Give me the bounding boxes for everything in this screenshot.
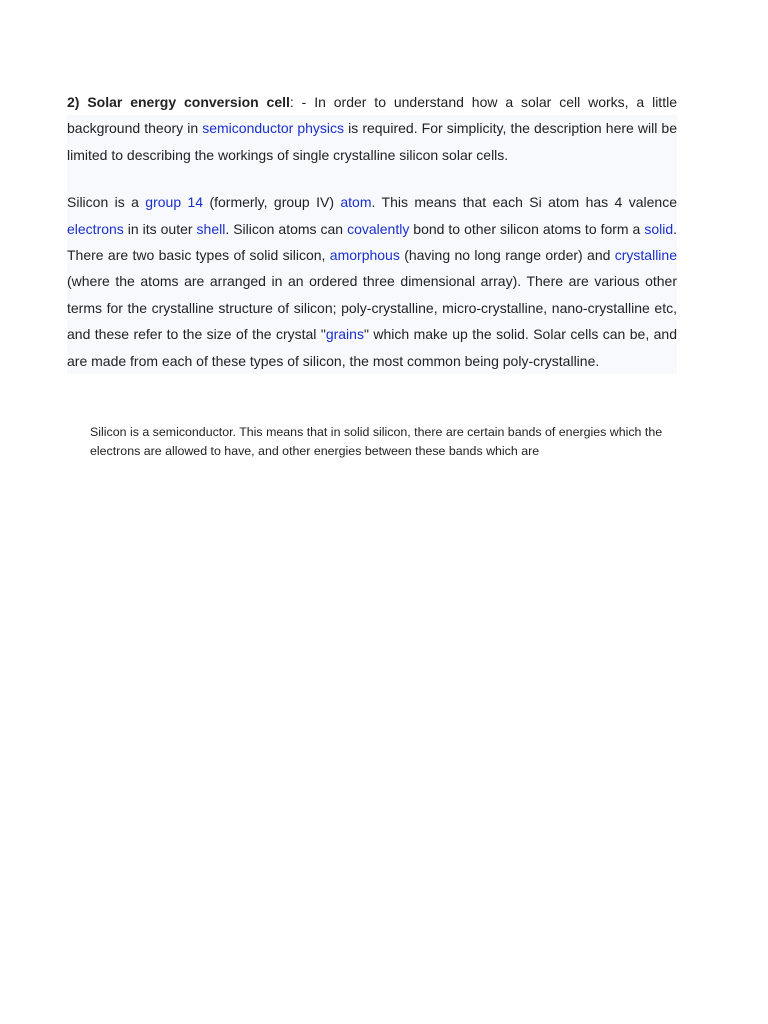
text-run: is required. For simplicity, the description here will be limited to describing the workings of single crystalline silicon solar cells. [67, 120, 678, 163]
text-run: (having no long range order) and [399, 247, 615, 264]
text-run: in its outer [123, 220, 197, 237]
link-semiconductor-physics[interactable]: semiconductor physics [202, 120, 345, 137]
link-amorphous[interactable]: amorphous [329, 247, 400, 264]
text-run: " which make up the solid. Solar cells can be, and are made from each of these types of silicon, the most common being poly-crystalline. [67, 326, 677, 369]
link-covalently[interactable]: covalently [347, 220, 410, 237]
section-heading: 2) Solar energy conversion cell [67, 94, 290, 110]
text-run: bond to other silicon atoms to form a [409, 220, 645, 237]
link-grains[interactable]: grains [325, 326, 364, 343]
text-run: (formerly, group IV) [203, 194, 341, 211]
article-body [67, 89, 677, 374]
paragraph-silicon [67, 189, 677, 374]
text-run: . Silicon atoms can [225, 220, 348, 237]
link-crystalline[interactable]: crystalline [614, 247, 677, 264]
text-run: (where the atoms are arranged in an ordered three dimensional array). There are various other terms for the crystalline structure of silicon; poly-crystalline, micro-crystalline, nano-crystalline etc, and these refer to the size of the crystal " [67, 273, 677, 343]
text-run: . This means that each Si atom has 4 valence [371, 194, 677, 211]
paragraph-solar-cell-intro [67, 89, 677, 168]
text-run: . There are two basic types of solid silicon, [67, 220, 678, 264]
link-shell[interactable]: shell [196, 220, 226, 237]
link-atom[interactable]: atom [340, 194, 372, 211]
link-group-14[interactable]: group 14 [145, 194, 204, 211]
note-semiconductor: Silicon is a semiconductor. This means that in solid silicon, there are certain bands of energies which the electrons are allowed to have, and other energies between these bands which are [90, 425, 663, 458]
link-electrons[interactable]: electrons [67, 220, 124, 237]
text-run: : - In order to understand how a solar cell works, a little background theory in [67, 94, 677, 137]
link-solid[interactable]: solid [644, 220, 674, 237]
text-run: Silicon is a [67, 194, 146, 211]
